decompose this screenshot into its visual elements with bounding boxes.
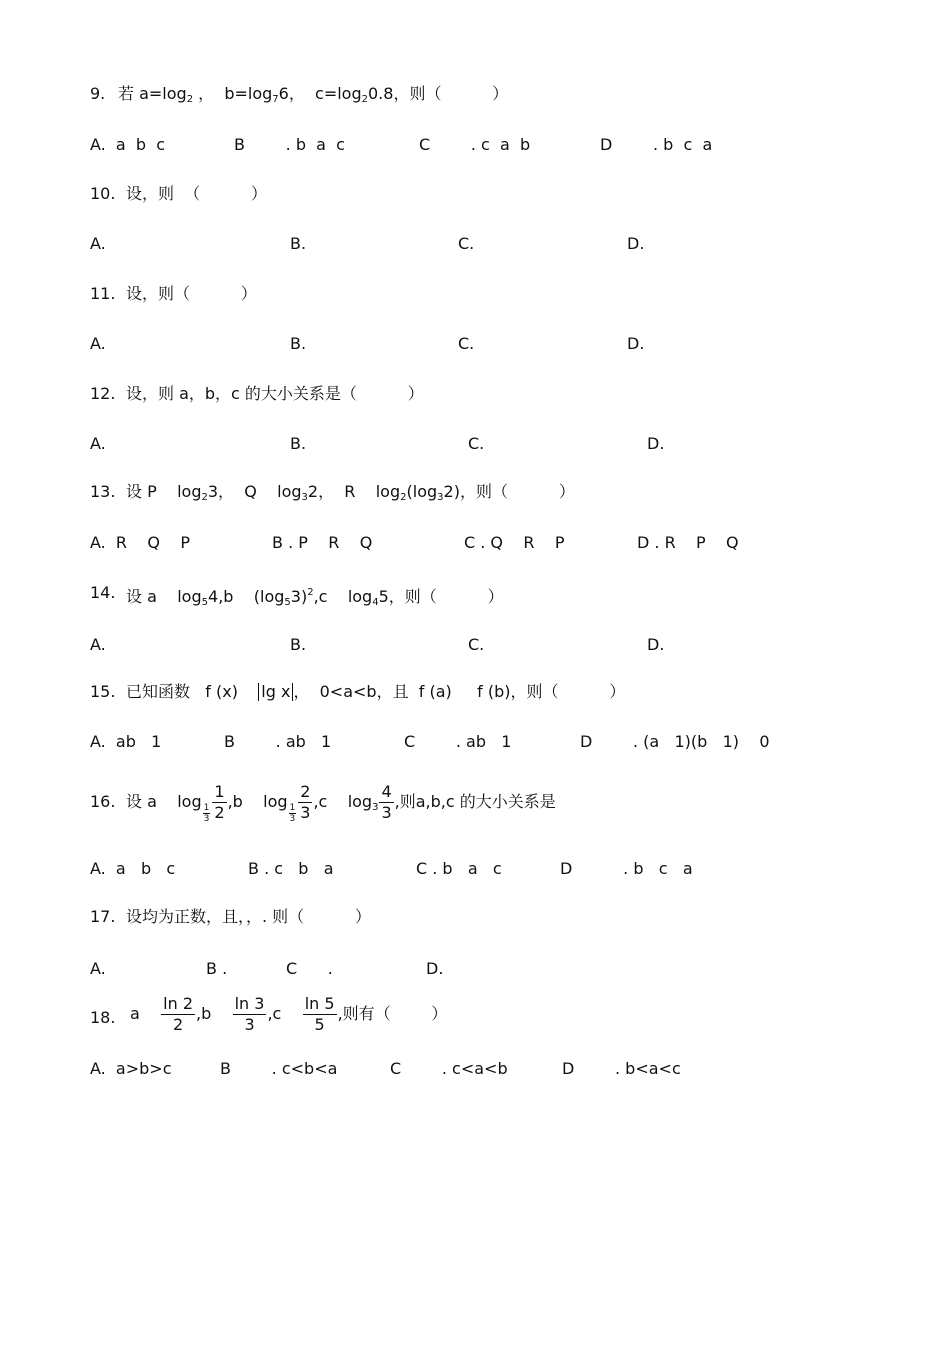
log-base-fraction: $\frac{1}{3}$ [289, 803, 296, 824]
option-a: A. [90, 234, 106, 253]
option-a: A. a>b>c [90, 1059, 172, 1078]
question-number: 13. [90, 482, 116, 501]
question-stem: 已知函数 f (x) lg x ， 0<a<b，且 f (a) f (b)，则（ ） [126, 682, 626, 701]
option-a: A. [90, 635, 106, 654]
question-stem: 若 $a=\log_2$ ， $b=\log_76$， $c=\log_20.8$，则（ ） [118, 84, 509, 105]
option-c: C . c<a<b [390, 1059, 508, 1078]
option-d: D . b<a<c [562, 1059, 681, 1078]
option-a: A. [90, 959, 106, 978]
option-c: C . Q R P [464, 533, 565, 552]
option-c: C . c a b [419, 135, 531, 154]
question-stem: 设均为正数，且，，. 则（ ） [126, 907, 372, 926]
option-d: D . R P Q [637, 533, 739, 552]
option-b: B . b a c [234, 135, 345, 154]
log-base-fraction: $\frac{1}{3}$ [203, 803, 210, 824]
question-number: 11. [90, 284, 116, 303]
option-b: B. [290, 434, 307, 453]
question-stem: 设，则（ ） [126, 284, 257, 303]
option-d: D. [647, 434, 665, 453]
question-stem: 设，则 a，b，c 的大小关系是（ ） [126, 384, 424, 403]
option-b: B . ab 1 [224, 732, 332, 751]
option-d: D . b c a [560, 859, 693, 878]
fraction: $\frac{2}{3}$ [300, 782, 311, 822]
option-b: B. [290, 635, 307, 654]
fraction: $\frac{1}{2}$ [214, 782, 225, 822]
option-a: A. [90, 434, 106, 453]
question-stem: 设，则 （ ） [126, 184, 268, 203]
question-number: 12. [90, 384, 116, 403]
option-d: D . b c a [600, 135, 713, 154]
question-number: 10. [90, 184, 116, 203]
fraction: $\frac{\ln 5}{5}$ [304, 994, 335, 1034]
option-a: A. R Q P [90, 533, 190, 552]
question-number: 14. [90, 583, 116, 602]
option-b: B . c<b<a [220, 1059, 338, 1078]
option-a: A. ab 1 [90, 732, 162, 751]
absolute-value: lg x [258, 683, 293, 701]
option-d: D. [647, 635, 665, 654]
option-b: B . P R Q [272, 533, 373, 552]
option-d: D. [426, 959, 444, 978]
option-b: B. [290, 334, 307, 353]
option-a: A. [90, 334, 106, 353]
question-stem: a $\frac{\ln 2}{2}$ ,b $\frac{\ln 3}{3}$ ,c $\frac{\ln 5}{5}$ ,则有（ ） [130, 994, 448, 1034]
option-b: B . c b a [248, 859, 334, 878]
question-number: 16. [90, 792, 116, 811]
question-stem: 设 P $\log_23$， Q $\log_32$， R $\log_2(\log_32)$，则（ ） [126, 482, 575, 503]
fraction: $\frac{\ln 2}{2}$ [163, 994, 194, 1034]
option-c: C. [468, 434, 485, 453]
option-c: C. [468, 635, 485, 654]
option-a: A. a b c [90, 859, 176, 878]
question-stem: 设 a log $\frac{1}{3}$ $\frac{1}{2}$ ,b log $\frac{1}{3}$ $\frac{2}{3}$ ,c $\log_3$ $\frac{4}{3}$ ,则a,b,c 的大小关系是 [126, 782, 556, 824]
question-number: 9. [90, 84, 106, 103]
option-d: D . (a 1)(b 1) 0 [580, 732, 770, 751]
option-b: B . [206, 959, 228, 978]
option-c: C. [458, 234, 475, 253]
question-number: 18. [90, 1008, 116, 1027]
fraction: $\frac{4}{3}$ [381, 782, 392, 822]
question-number: 17. [90, 907, 116, 926]
option-d: D. [627, 334, 645, 353]
option-c: C . [286, 959, 333, 978]
fraction: $\frac{\ln 3}{3}$ [234, 994, 265, 1034]
question-number: 15. [90, 682, 116, 701]
option-c: C. [458, 334, 475, 353]
option-b: B. [290, 234, 307, 253]
option-a: A. a b c [90, 135, 166, 154]
option-c: C . ab 1 [404, 732, 512, 751]
option-c: C . b a c [416, 859, 502, 878]
question-stem: 设 a $\log_54,b$ $(\log_53)^2,c$ $\log_45$，则（ ） [126, 587, 504, 608]
option-d: D. [627, 234, 645, 253]
